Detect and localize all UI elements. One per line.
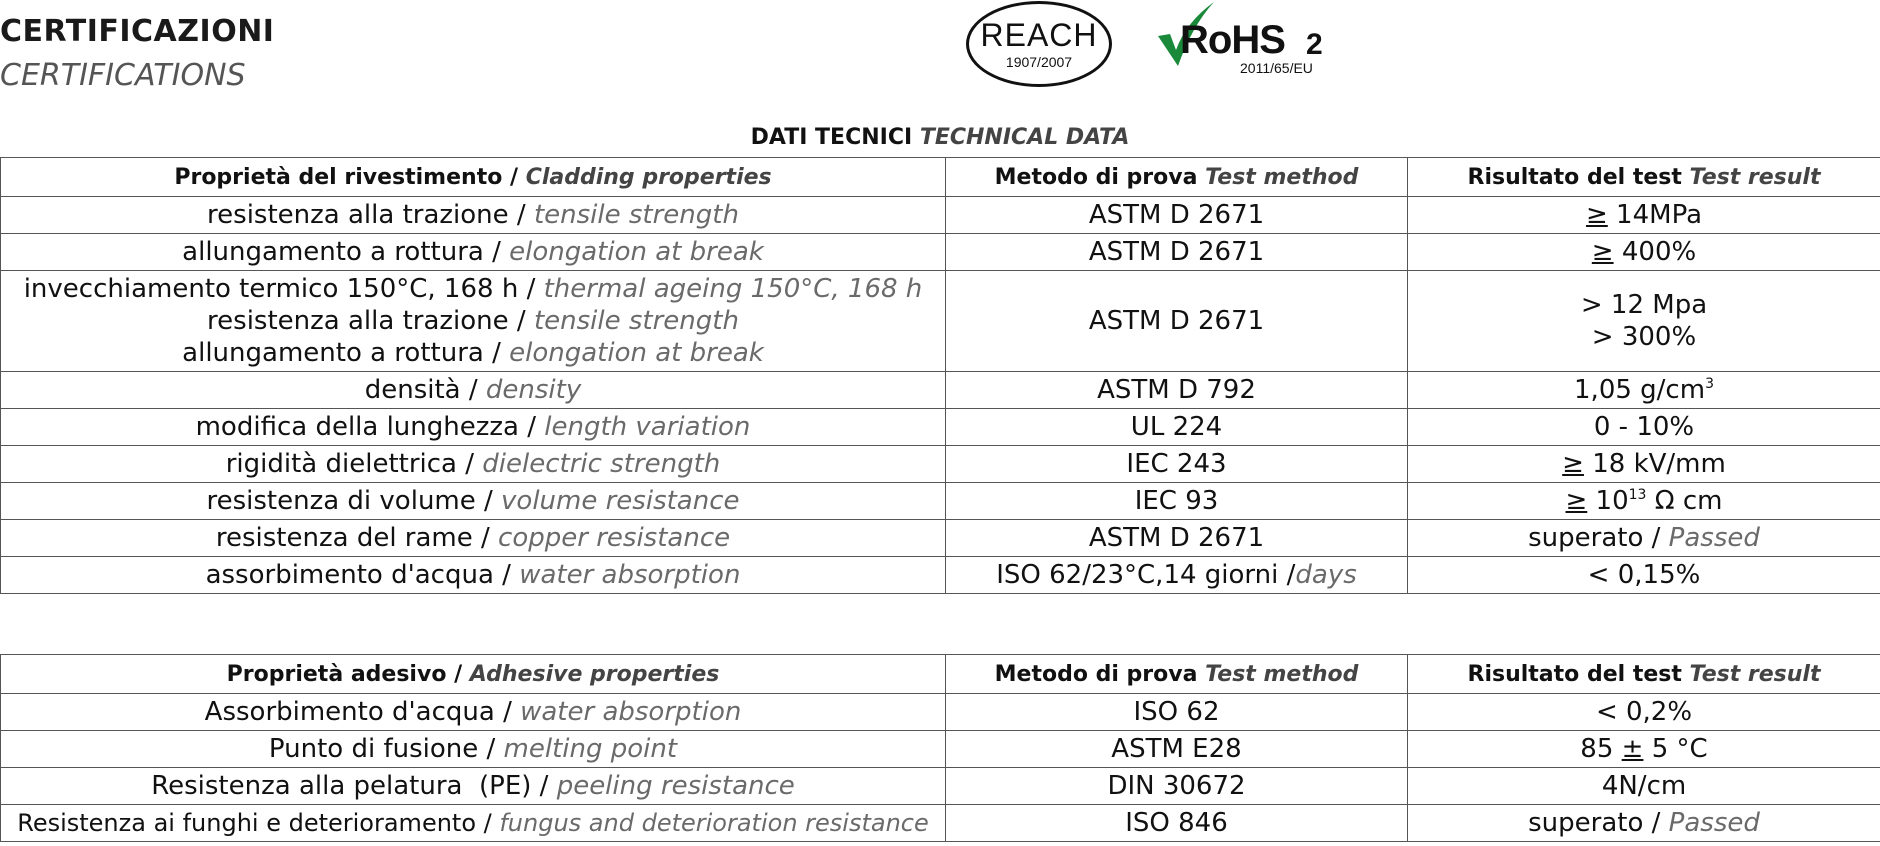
property-it: Resistenza ai funghi e deterioramento / [17,809,500,837]
result-cell [1408,483,1880,520]
property-cell [1,409,946,446]
property-it: resistenza del rame / [215,523,499,553]
header-label-it: Proprietà del rivestimento / [174,164,526,190]
table-row [1,271,1880,372]
column-header-result [1408,655,1880,694]
property-cell [1,520,946,557]
table-row [1,409,1880,446]
property-it: Resistenza alla pelatura (PE) / [151,771,557,801]
result-value: 10 [1587,486,1629,516]
method-cell: IEC 93 [946,483,1408,520]
result-unit: Ω cm [1646,486,1723,516]
property-it: Punto di fusione / [268,734,504,764]
rohs2-logo [1156,0,1336,78]
result-value: 400% [1613,237,1697,267]
property-en: dielectric strength [482,449,721,479]
reach-logo-year: 1907/2007 [1005,54,1073,70]
header-label-en: Test result [1689,661,1821,687]
result-cell [1408,271,1880,372]
method-cell: UL 224 [946,409,1408,446]
property-en: fungus and deterioration resistance [499,809,929,837]
property-it: invecchiamento termico 150°C, 168 h / [23,274,544,304]
certifications-title: CERTIFICAZIONI [0,14,275,49]
method-value: ISO 62/23°C,14 giorni / [996,560,1296,590]
result-superscript: 13 [1628,487,1647,503]
column-header-method [946,655,1408,694]
property-cell [1,557,946,594]
property-cell [1,805,946,842]
result-cell [1408,731,1880,768]
result-cell: 4N/cm [1408,768,1880,805]
rohs-logo-word: RoHS [1180,18,1285,62]
column-header-property [1,158,946,197]
header-label-it: Risultato del test [1467,164,1690,190]
property-en: melting point [503,734,678,764]
adhesive-properties-table [0,654,1880,842]
column-header-method [946,158,1408,197]
table-header-row [1,655,1880,694]
technical-data-title [0,125,1880,150]
property-en: peeling resistance [556,771,795,801]
property-it: assorbimento d'acqua / [205,560,520,590]
table-row [1,446,1880,483]
property-en: tensile strength [533,306,739,336]
header-label-en: Test result [1689,164,1821,190]
method-cell [946,557,1408,594]
result-superscript: 3 [1705,376,1714,392]
method-cell: ASTM D 792 [946,372,1408,409]
table-header-row [1,158,1880,197]
result-value: 85 [1580,734,1622,764]
method-cell: ASTM E28 [946,731,1408,768]
property-cell [1,694,946,731]
certifications-subtitle: CERTIFICATIONS [0,58,246,93]
method-cell: ASTM D 2671 [946,234,1408,271]
method-cell: ISO 62 [946,694,1408,731]
reach-logo-word: REACH [980,17,1098,53]
property-cell [1,446,946,483]
method-cell: ASTM D 2671 [946,271,1408,372]
property-en: water absorption [520,697,742,727]
header-label-en: Test method [1205,661,1359,687]
result-cell [1408,197,1880,234]
property-en: density [485,375,582,405]
method-cell: ASTM D 2671 [946,197,1408,234]
header-label-it: Risultato del test [1467,661,1690,687]
property-it: allungamento a rottura / [182,237,510,267]
property-en: water absorption [519,560,741,590]
header-label-en: Cladding properties [525,164,772,190]
result-cell [1408,372,1880,409]
result-cell: 0 - 10% [1408,409,1880,446]
property-it: modifica della lunghezza / [195,412,545,442]
method-cell: ISO 846 [946,805,1408,842]
property-cell [1,768,946,805]
property-en: volume resistance [501,486,740,516]
property-en: elongation at break [509,338,764,368]
property-it: resistenza di volume / [206,486,502,516]
result-value: > 12 Mpa [1580,290,1708,320]
result-cell [1408,234,1880,271]
header-label-it: Proprietà adesivo / [226,661,470,687]
property-it: densità / [364,375,486,405]
property-cell [1,234,946,271]
property-line [5,337,941,369]
result-cell [1408,520,1880,557]
result-cell: < 0,15% [1408,557,1880,594]
property-cell [1,271,946,372]
header-label-en: Adhesive properties [469,661,720,687]
table-row [1,483,1880,520]
result-value-en: Passed [1668,523,1760,553]
result-value: 14MPa [1607,200,1703,230]
result-unit: 5 °C [1643,734,1708,764]
column-header-property [1,655,946,694]
header-label-it: Metodo di prova [994,661,1206,687]
property-cell [1,372,946,409]
result-symbol: ≥ [1591,237,1614,267]
result-value: superato / [1528,808,1669,838]
property-en: length variation [544,412,751,442]
technical-data-title-en: TECHNICAL DATA [919,125,1130,150]
property-en: copper resistance [498,523,731,553]
table-row [1,805,1880,842]
property-en: thermal ageing 150°C, 168 h [543,274,923,304]
column-header-result [1408,158,1880,197]
result-symbol: ≥ [1585,200,1608,230]
rohs-logo-number: 2 [1306,28,1323,61]
method-cell: DIN 30672 [946,768,1408,805]
result-symbol: ≥ [1562,449,1584,479]
cladding-properties-table [0,157,1880,594]
header-label-it: Metodo di prova [994,164,1206,190]
property-en: tensile strength [533,200,739,230]
property-it: resistenza alla trazione / [207,306,534,336]
result-cell: < 0,2% [1408,694,1880,731]
header-label-en: Test method [1205,164,1359,190]
property-it: allungamento a rottura / [182,338,510,368]
result-value-en: Passed [1668,808,1760,838]
table-row [1,557,1880,594]
table-row [1,197,1880,234]
table-row [1,520,1880,557]
property-it: Assorbimento d'acqua / [204,697,521,727]
property-cell [1,731,946,768]
reach-logo [966,1,1112,87]
property-line [5,273,941,305]
result-value: superato / [1528,523,1669,553]
table-row [1,694,1880,731]
method-cell: IEC 243 [946,446,1408,483]
property-it: resistenza alla trazione / [207,200,534,230]
property-line [5,305,941,337]
result-value: > 300% [1591,322,1697,352]
property-cell [1,197,946,234]
table-row [1,731,1880,768]
result-cell [1408,805,1880,842]
rohs-logo-directive: 2011/65/EU [1240,60,1313,76]
table-row [1,234,1880,271]
result-value: 18 kV/mm [1583,449,1726,479]
method-value-en: days [1295,560,1357,590]
technical-data-title-it: DATI TECNICI [750,125,913,150]
method-cell: ASTM D 2671 [946,520,1408,557]
result-cell [1408,446,1880,483]
result-symbol: ± [1621,734,1644,764]
property-it: rigidità dielettrica / [225,449,483,479]
table-row [1,768,1880,805]
table-row [1,372,1880,409]
result-symbol: ≥ [1565,486,1588,516]
property-cell [1,483,946,520]
result-value: 1,05 g/cm [1574,375,1706,405]
property-en: elongation at break [509,237,764,267]
